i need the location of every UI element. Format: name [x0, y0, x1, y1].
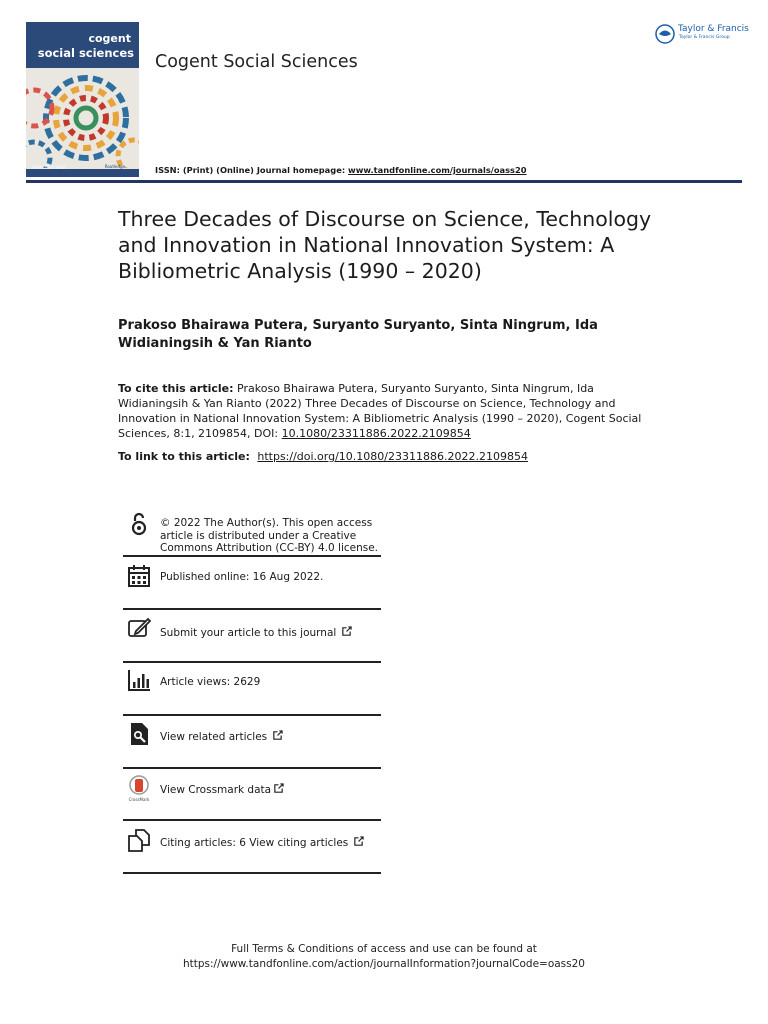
row-divider	[123, 608, 381, 610]
cover-publisher: Routledge	[104, 164, 125, 169]
footer-line1: Full Terms & Conditions of access and use can be found at	[231, 943, 537, 955]
row-divider	[123, 767, 381, 769]
publisher-logo-name: Taylor & Francis	[678, 24, 749, 34]
row-divider	[123, 714, 381, 716]
external-link-icon	[272, 730, 283, 741]
view-related-articles-link[interactable]: View related articles	[160, 730, 283, 744]
external-link-icon	[341, 626, 352, 637]
article-authors: Prakoso Bhairawa Putera, Suryanto Suryanto, Sinta Ningrum, Ida Widianingsih & Yan Rianto	[118, 318, 598, 351]
article-views: Article views: 2629	[160, 676, 261, 688]
external-link-icon	[353, 836, 364, 847]
cite-doi-link[interactable]: 10.1080/23311886.2022.2109854	[281, 427, 471, 440]
citing-documents-icon	[127, 828, 151, 852]
issn-label: ISSN: (Print) (Online) Journal homepage:	[155, 165, 346, 175]
cover-title-line1: cogent	[88, 32, 131, 45]
cite-text: Prakoso Bhairawa Putera, Suryanto Suryanto, Sinta Ningrum, Ida Widianingsih & Yan Rianto (2022) Three Decades of Discourse on Science, Technology and Innovation in National Innovation System: A Bibliometric Analysis (1990 – 2020), Cogent Social Sciences, 8:1, 2109854, DOI:	[118, 382, 642, 440]
cover-issn: ISSN: 2331-1983	[32, 165, 66, 170]
journal-cover-image	[26, 22, 139, 177]
terms-footer	[0, 942, 768, 972]
row-divider	[123, 819, 381, 821]
published-date: Published online: 16 Aug 2022.	[160, 571, 324, 583]
search-document-icon	[127, 722, 151, 746]
header-divider	[26, 180, 742, 183]
link-label: To link to this article:	[118, 450, 250, 463]
cite-label: To cite this article:	[118, 382, 234, 395]
crossmark-icon	[127, 775, 151, 799]
publisher-logo-group: Taylor & Francis Group	[679, 35, 730, 40]
license-text: © 2022 The Author(s). This open access article is distributed under a Creative Commons Attribution (CC-BY) 4.0 license.	[160, 517, 379, 554]
footer-terms-link[interactable]: https://www.tandfonline.com/action/journalInformation?journalCode=oass20	[183, 958, 585, 970]
edit-icon	[127, 616, 151, 640]
row-divider	[123, 872, 381, 874]
issn-homepage-line	[155, 165, 527, 175]
row-divider	[123, 555, 381, 557]
cover-title-line2: social sciences	[37, 46, 134, 60]
citation-block	[118, 381, 658, 441]
bar-chart-icon	[127, 668, 151, 692]
external-link-icon	[273, 783, 284, 794]
journal-name: Cogent Social Sciences	[155, 52, 358, 72]
row-divider	[123, 661, 381, 663]
open-access-icon	[127, 512, 151, 536]
submit-article-link[interactable]: Submit your article to this journal	[160, 626, 352, 640]
calendar-icon	[127, 564, 151, 588]
article-doi-link[interactable]: https://doi.org/10.1080/23311886.2022.2109854	[257, 450, 528, 463]
view-crossmark-link[interactable]: View Crossmark data	[160, 783, 284, 797]
journal-homepage-link[interactable]: www.tandfonline.com/journals/oass20	[348, 165, 527, 175]
article-title: Three Decades of Discourse on Science, Technology and Innovation in National Innovation System: A Bibliometric Analysis (1990 – 2020)	[118, 207, 652, 283]
citing-articles-link[interactable]: Citing articles: 6 View citing articles	[160, 836, 364, 850]
cover-artwork	[26, 68, 139, 168]
article-link-line	[118, 450, 528, 463]
crossmark-logo-text: CrossMark	[128, 797, 150, 802]
